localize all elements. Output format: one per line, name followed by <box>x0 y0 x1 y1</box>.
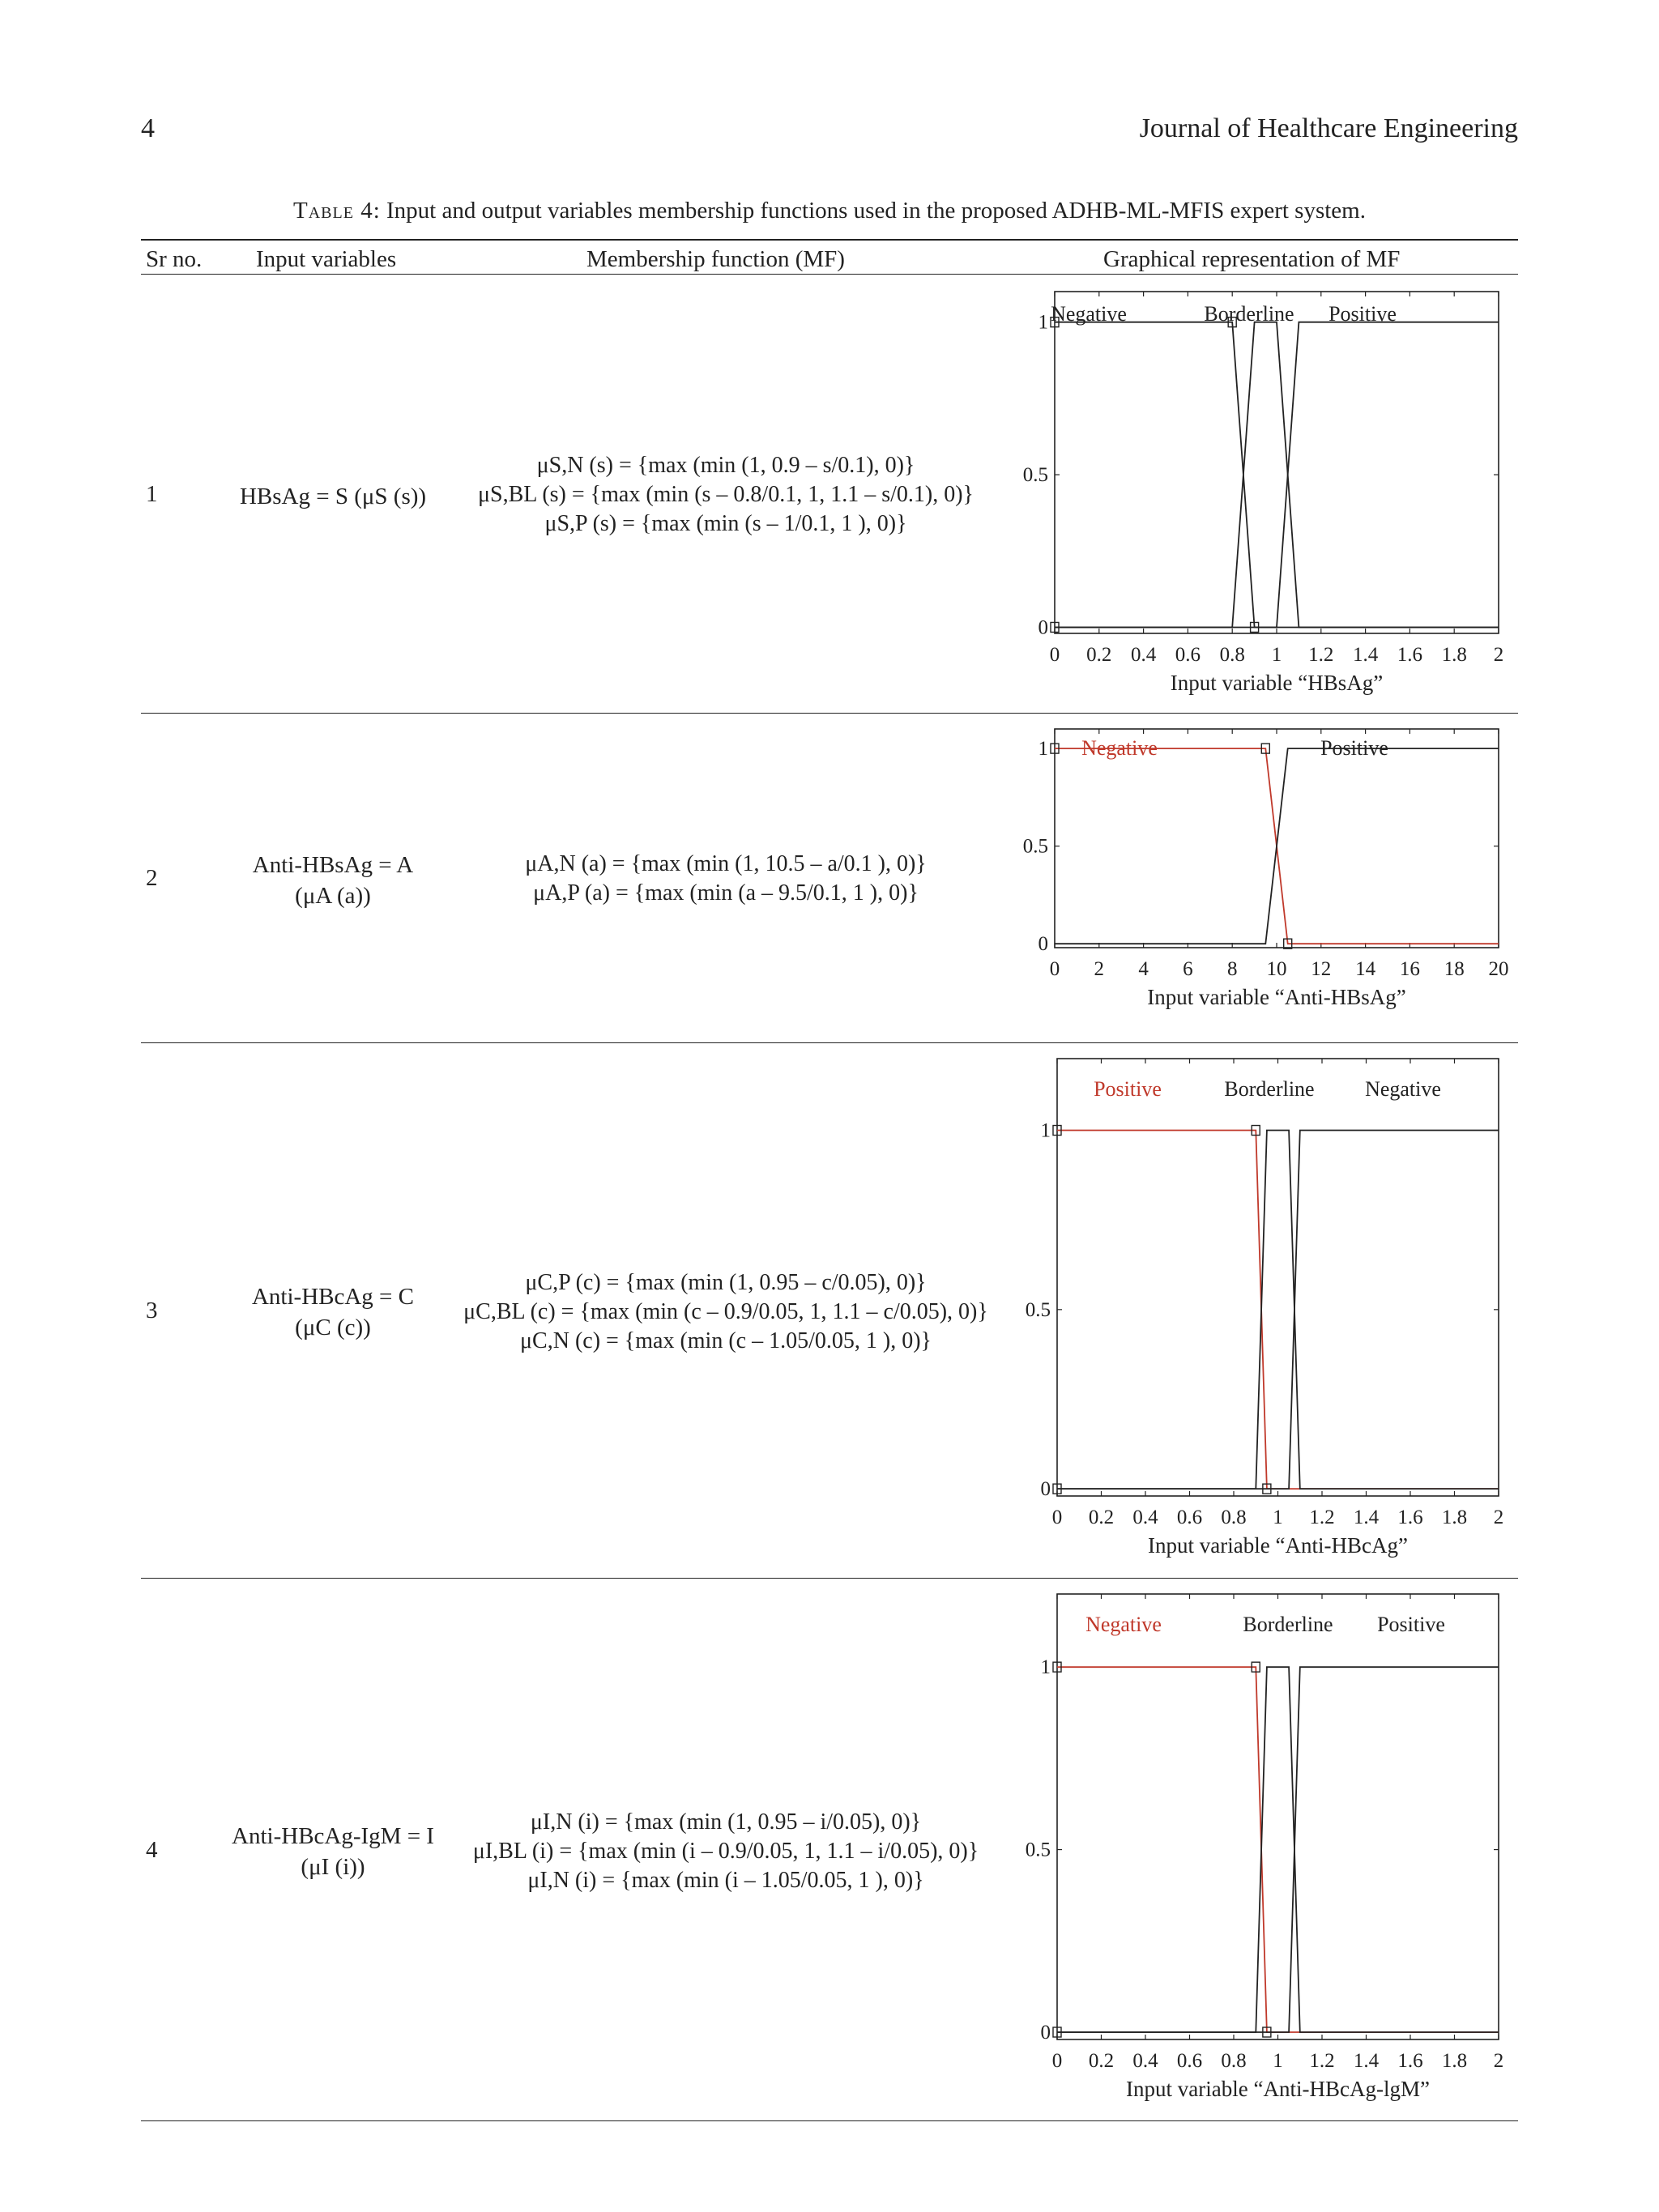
col-header-mf: Membership function (MF) <box>586 246 845 272</box>
legend-label-positive: Positive <box>1320 736 1388 760</box>
x-tick-label: 0.8 <box>1221 1507 1247 1528</box>
legend-label-borderline: Borderline <box>1243 1613 1333 1636</box>
x-tick-label: 18 <box>1444 958 1465 980</box>
row-divider-2 <box>141 1042 1518 1043</box>
row-3-mf-line-2: μC,BL (c) = {max (min (c – 0.9/0.05, 1, 1.1 – c/0.05), 0)} <box>463 1299 988 1324</box>
row-4-mf-line-1: μI,N (i) = {max (min (1, 0.95 – i/0.05), 0)} <box>530 1809 922 1835</box>
row-3-sr: 3 <box>146 1298 158 1323</box>
x-tick-label: 2 <box>1493 644 1504 666</box>
plot-frame <box>1057 1059 1499 1496</box>
x-tick-label: 0 <box>1049 958 1060 980</box>
x-tick-label: 0.8 <box>1219 644 1245 666</box>
x-tick-label: 1.6 <box>1397 2050 1423 2072</box>
table-bottom-rule <box>141 2120 1518 2121</box>
x-tick-label: 2 <box>1094 958 1105 980</box>
legend-label-negative: Negative <box>1365 1077 1441 1101</box>
row-1-mf <box>442 451 1009 539</box>
table-caption <box>0 198 1659 224</box>
mf-chart-anti-hbcag <box>1013 1051 1515 1569</box>
x-tick-label: 14 <box>1355 958 1376 980</box>
row-2-sr: 2 <box>146 865 158 891</box>
col-header-input: Input variables <box>256 246 397 272</box>
journal-title: Journal of Healthcare Engineering <box>1139 113 1518 143</box>
legend-label-positive: Positive <box>1377 1613 1445 1636</box>
row-3-input-sub: (μC (c)) <box>295 1315 371 1340</box>
x-tick-label: 1 <box>1271 644 1282 666</box>
x-tick-label: 1.8 <box>1441 1507 1468 1528</box>
x-axis-label: Input variable “Anti-HBcAg” <box>1148 1533 1408 1558</box>
x-tick-label: 1.6 <box>1397 644 1423 666</box>
row-3-input-main: Anti-HBcAg = C <box>251 1284 414 1310</box>
y-tick-label: 1 <box>1038 738 1048 761</box>
row-4-mf <box>442 1808 1009 1895</box>
plot-frame <box>1055 292 1499 633</box>
legend-label-negative: Negative <box>1051 302 1127 326</box>
x-tick-label: 1 <box>1273 2050 1283 2072</box>
row-1-input: HBsAg = S (μS (s)) <box>239 484 427 509</box>
x-tick-label: 1 <box>1273 1507 1283 1528</box>
row-1-mf-line-1: μS,N (s) = {max (min (1, 0.9 – s/0.1), 0)} <box>536 453 915 478</box>
y-tick-label: 0.5 <box>1022 464 1048 487</box>
x-tick-label: 0.4 <box>1132 1507 1158 1528</box>
row-1-mf-line-2: μS,BL (s) = {max (min (s – 0.8/0.1, 1, 1.1 – s/0.1), 0)} <box>478 482 974 507</box>
x-tick-label: 6 <box>1183 958 1193 980</box>
x-tick-label: 2 <box>1493 2050 1504 2072</box>
row-3-mf-line-1: μC,P (c) = {max (min (1, 0.95 – c/0.05), 0)} <box>525 1270 927 1295</box>
x-tick-label: 12 <box>1311 958 1332 980</box>
row-4-sr: 4 <box>146 1837 158 1863</box>
mf-chart-anti-hbsag <box>1013 721 1515 1033</box>
y-tick-label: 0 <box>1038 616 1048 639</box>
col-header-sr: Sr no. <box>146 246 203 272</box>
x-tick-label: 4 <box>1138 958 1149 980</box>
x-tick-label: 1.4 <box>1352 644 1379 666</box>
x-tick-label: 1.4 <box>1353 1507 1380 1528</box>
x-tick-label: 8 <box>1226 958 1238 980</box>
row-divider-3 <box>141 1578 1518 1579</box>
row-3-mf <box>442 1268 1009 1356</box>
col-header-graph: Graphical representation of MF <box>1103 246 1401 272</box>
x-tick-label: 1.2 <box>1309 2050 1335 2072</box>
x-tick-label: 0.6 <box>1175 644 1201 666</box>
mf-chart-anti-hbcag-igm <box>1013 1586 1515 2112</box>
x-axis-label: Input variable “Anti-HBcAg-lgM” <box>1126 2077 1430 2101</box>
row-divider-1 <box>141 713 1518 714</box>
row-2-mf-line-1: μA,N (a) = {max (min (1, 10.5 – a/0.1 ), 0)} <box>525 851 927 876</box>
row-1-mf-line-3: μS,P (s) = {max (min (s – 1/0.1, 1 ), 0)} <box>544 511 907 536</box>
table-top-rule <box>141 239 1518 241</box>
x-tick-label: 1.4 <box>1353 2050 1380 2072</box>
row-4-mf-line-2: μI,BL (i) = {max (min (i – 0.9/0.05, 1, 1.1 – i/0.05), 0)} <box>472 1839 979 1864</box>
x-tick-label: 0.2 <box>1086 644 1112 666</box>
row-4-mf-line-3: μI,N (i) = {max (min (i – 1.05/0.05, 1 ), 0)} <box>527 1868 924 1893</box>
plot-frame <box>1055 729 1499 948</box>
row-2-mf <box>442 850 1009 908</box>
row-2-input-sub: (μA (a)) <box>295 883 371 909</box>
y-tick-label: 0.5 <box>1025 1839 1051 1861</box>
y-tick-label: 0 <box>1040 1478 1051 1501</box>
x-tick-label: 0.6 <box>1176 2050 1203 2072</box>
plot-frame <box>1057 1594 1499 2039</box>
y-tick-label: 0 <box>1038 933 1048 956</box>
x-tick-label: 1.2 <box>1309 1507 1335 1528</box>
x-tick-label: 1.8 <box>1441 2050 1468 2072</box>
x-tick-label: 10 <box>1266 958 1287 980</box>
x-tick-label: 1.8 <box>1441 644 1467 666</box>
legend-label-positive: Positive <box>1328 302 1397 326</box>
x-tick-label: 0.8 <box>1221 2050 1247 2072</box>
y-tick-label: 0.5 <box>1025 1298 1051 1321</box>
y-tick-label: 0.5 <box>1022 835 1048 858</box>
x-tick-label: 0 <box>1051 2050 1063 2072</box>
x-tick-label: 0.4 <box>1130 644 1157 666</box>
x-tick-label: 0.6 <box>1176 1507 1203 1528</box>
y-tick-label: 1 <box>1040 1656 1051 1679</box>
row-4-input-sub: (μI (i)) <box>301 1854 365 1880</box>
x-tick-label: 0.2 <box>1088 2050 1115 2072</box>
legend-label-borderline: Borderline <box>1224 1077 1315 1101</box>
row-4-input-main: Anti-HBcAg-IgM = I <box>232 1823 434 1849</box>
table-label: Table 4: <box>293 198 381 224</box>
legend-label-negative: Negative <box>1081 736 1158 760</box>
x-tick-label: 0 <box>1049 644 1060 666</box>
table-header-rule <box>141 274 1518 275</box>
x-tick-label: 1.2 <box>1308 644 1334 666</box>
row-3-input <box>207 1281 458 1343</box>
x-tick-label: 2 <box>1493 1507 1504 1528</box>
x-tick-label: 1.6 <box>1397 1507 1423 1528</box>
row-2-input-main: Anti-HBsAg = A <box>252 852 414 878</box>
row-4-input <box>207 1821 458 1882</box>
x-tick-label: 16 <box>1399 958 1420 980</box>
row-3-mf-line-3: μC,N (c) = {max (min (c – 1.05/0.05, 1 ), 0)} <box>520 1328 932 1353</box>
x-tick-label: 0.4 <box>1132 2050 1158 2072</box>
mf-chart-hbsag <box>1013 283 1515 705</box>
x-tick-label: 0 <box>1051 1507 1063 1528</box>
y-tick-label: 1 <box>1038 311 1048 334</box>
row-2-mf-line-2: μA,P (a) = {max (min (a – 9.5/0.1, 1 ), 0)} <box>533 880 919 906</box>
table-caption-text: Input and output variables membership functions used in the proposed ADHB-ML-MFIS expert system. <box>386 198 1366 224</box>
x-tick-label: 0.2 <box>1088 1507 1115 1528</box>
x-axis-label: Input variable “Anti-HBsAg” <box>1147 985 1406 1009</box>
y-tick-label: 1 <box>1040 1119 1051 1142</box>
row-2-input <box>207 850 458 911</box>
y-tick-label: 0 <box>1040 2021 1051 2044</box>
x-tick-label: 20 <box>1488 958 1509 980</box>
legend-label-borderline: Borderline <box>1204 302 1294 326</box>
legend-label-positive: Positive <box>1094 1077 1162 1101</box>
page-number: 4 <box>141 113 155 143</box>
legend-label-negative: Negative <box>1085 1613 1162 1636</box>
row-1-sr: 1 <box>146 481 158 507</box>
x-axis-label: Input variable “HBsAg” <box>1170 671 1384 695</box>
